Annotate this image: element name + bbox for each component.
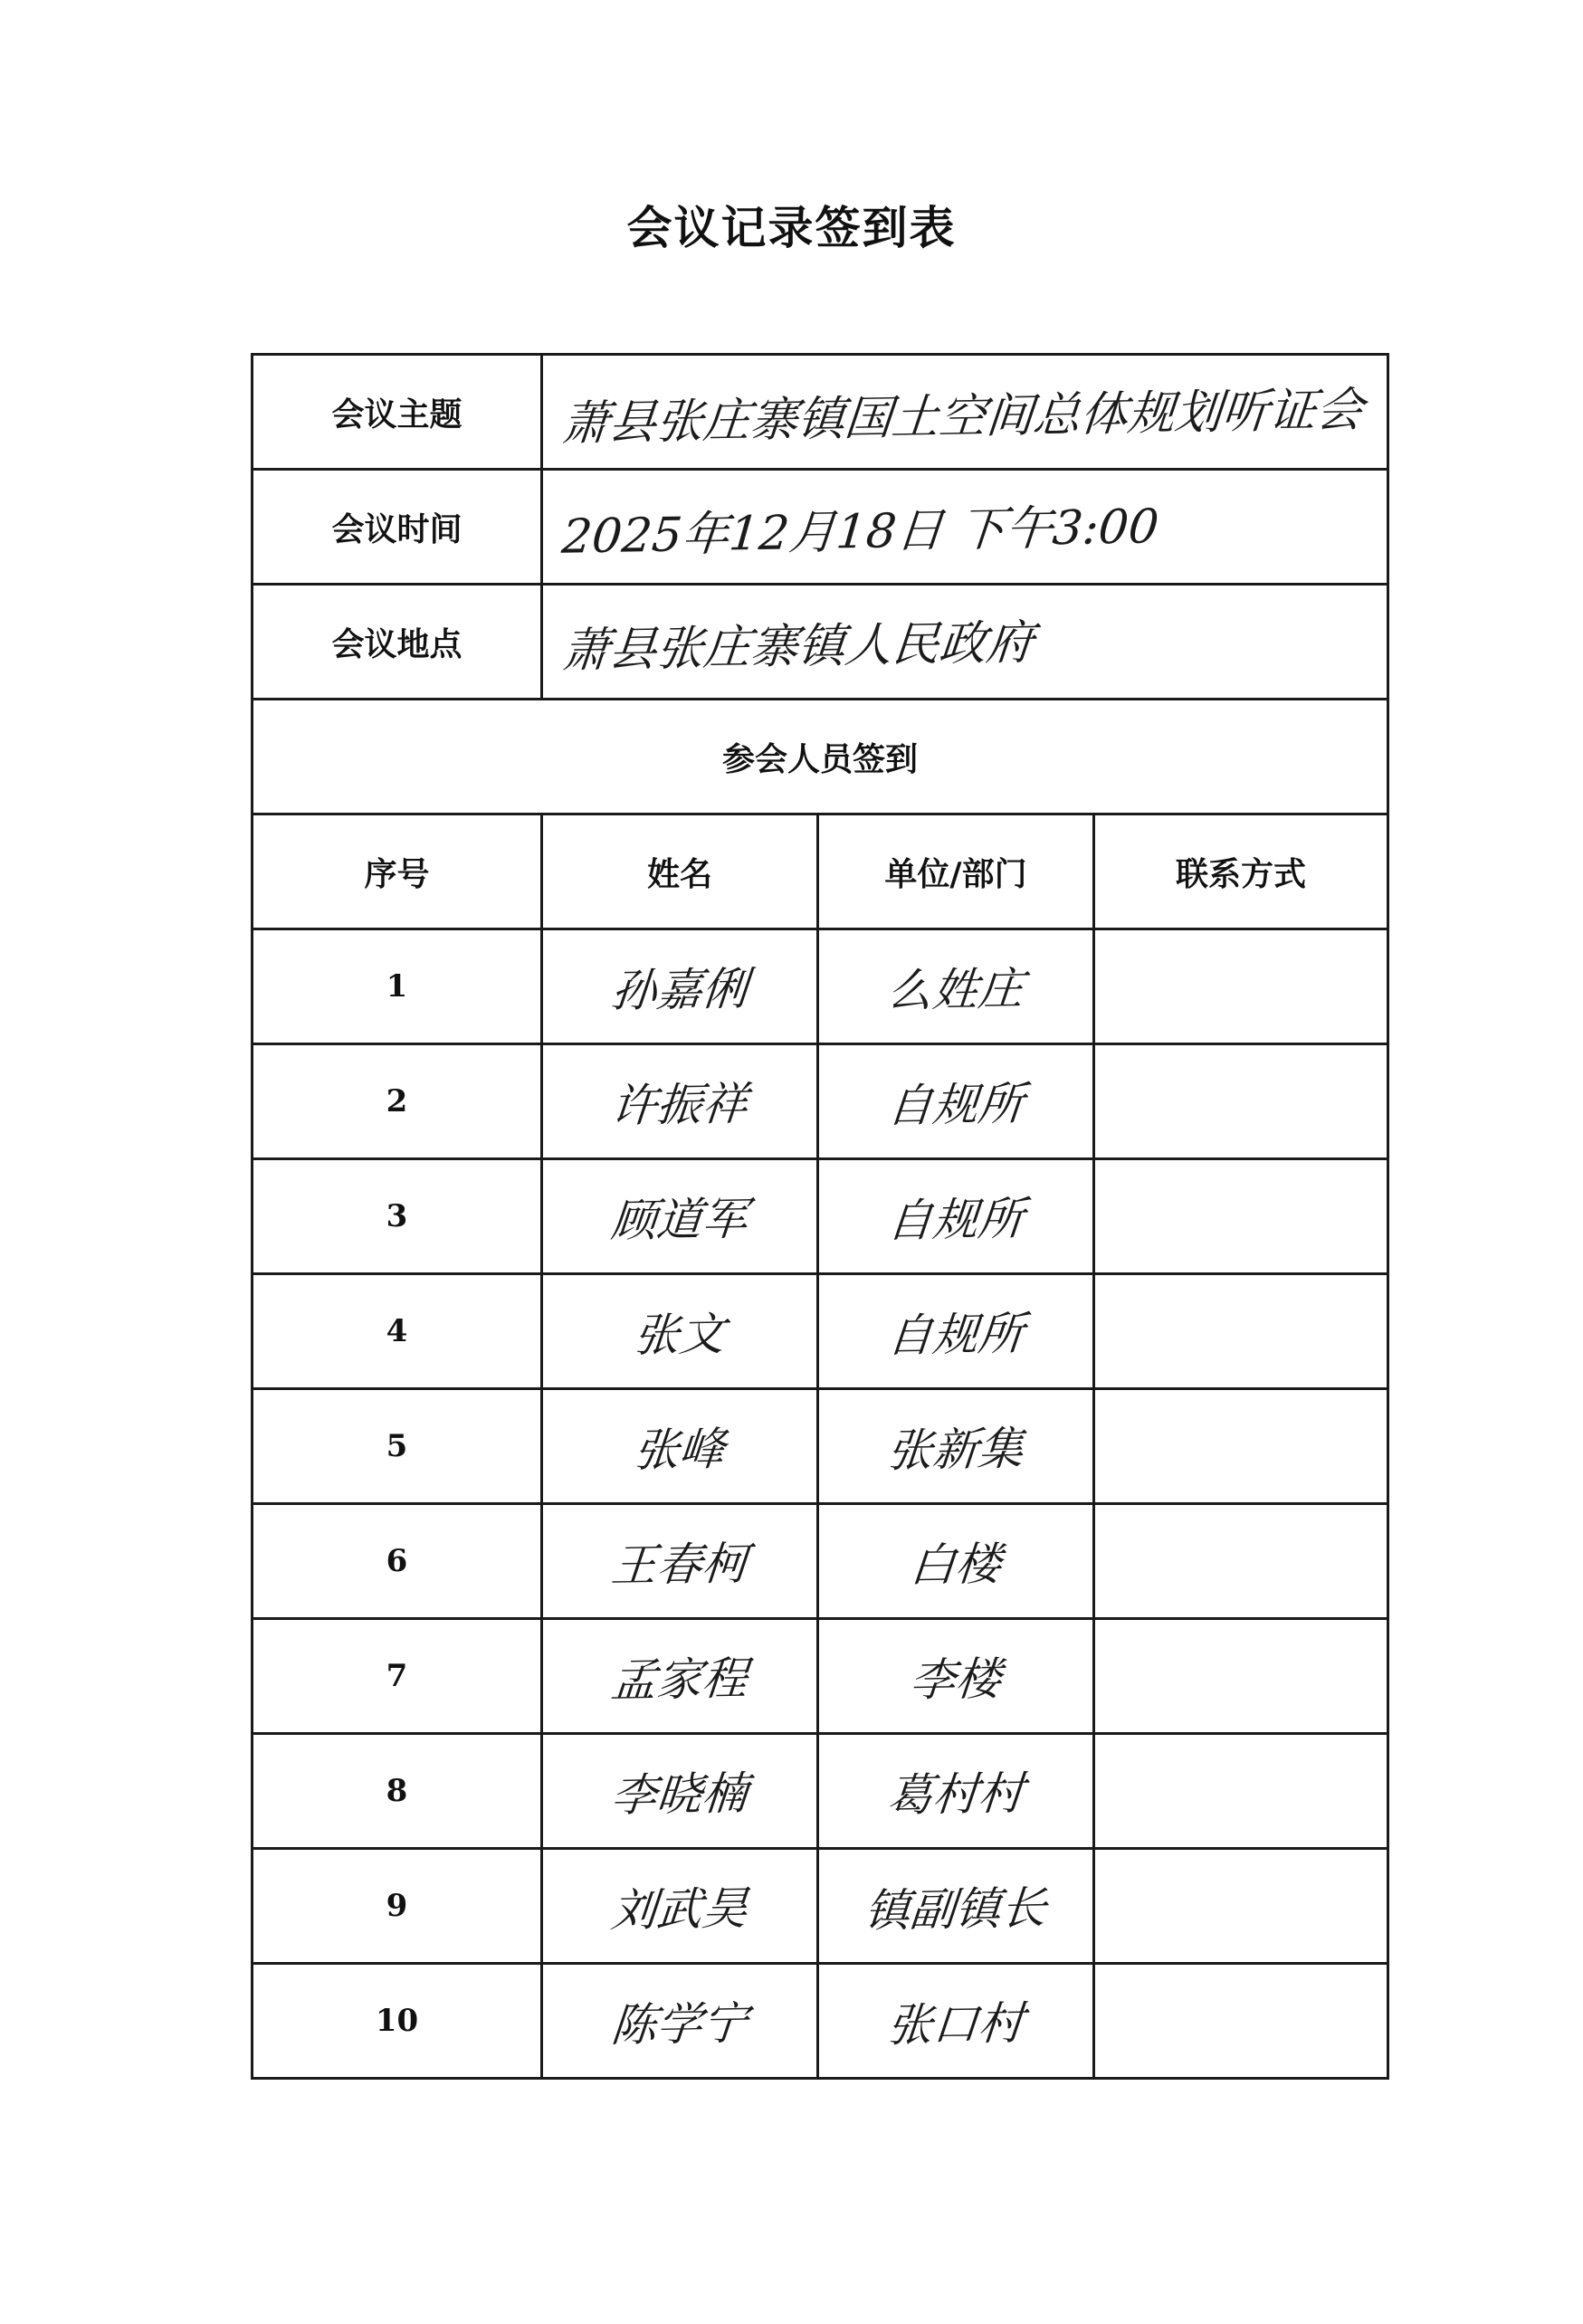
signature-name-text: 张文 xyxy=(632,1308,728,1362)
topic-row xyxy=(253,355,1388,470)
sign-in-table xyxy=(251,353,1389,2080)
table-row xyxy=(253,1274,1388,1389)
table-row xyxy=(253,1159,1388,1274)
table-row xyxy=(253,1964,1388,2079)
signature-unit-text: 张口村 xyxy=(884,1996,1026,2053)
place-value xyxy=(542,585,1388,700)
column-header-row xyxy=(253,814,1388,929)
signature-unit xyxy=(818,1734,1094,1849)
row-number: 5 xyxy=(253,1389,542,1504)
contact-cell xyxy=(1094,1734,1388,1849)
signature-name-text: 张峰 xyxy=(632,1423,728,1477)
signature-unit xyxy=(818,1964,1094,2079)
column-header-contact: 联系方式 xyxy=(1094,814,1388,929)
row-number: 3 xyxy=(253,1159,542,1274)
signature-unit xyxy=(818,1504,1094,1619)
attendance-header: 参会人员签到 xyxy=(253,700,1388,814)
signature-name-text: 王春柯 xyxy=(608,1537,750,1593)
signature-unit xyxy=(818,1159,1094,1274)
time-value xyxy=(542,470,1388,585)
signature-name xyxy=(542,1504,818,1619)
signature-name-text: 顾道军 xyxy=(608,1192,750,1248)
signature-name xyxy=(542,1619,818,1734)
table-row xyxy=(253,1849,1388,1964)
signature-name-text: 许振祥 xyxy=(608,1077,750,1133)
contact-cell xyxy=(1094,1504,1388,1619)
contact-cell xyxy=(1094,1274,1388,1389)
signature-unit-text: 自规所 xyxy=(884,1307,1026,1363)
contact-cell xyxy=(1094,1389,1388,1504)
signature-name-text: 刘武昊 xyxy=(608,1881,750,1938)
table-row xyxy=(253,1619,1388,1734)
place-label: 会议地点 xyxy=(253,585,542,700)
time-label: 会议时间 xyxy=(253,470,542,585)
table-row xyxy=(253,1734,1388,1849)
time-value-text: 2025年12月18日 下午3:00 xyxy=(559,499,1161,565)
signature-unit-text: 张新集 xyxy=(884,1422,1026,1478)
column-header-no: 序号 xyxy=(253,814,542,929)
signature-name xyxy=(542,1159,818,1274)
signature-name-text: 陈学宁 xyxy=(608,1996,750,2053)
time-row xyxy=(253,470,1388,585)
signature-name xyxy=(542,1389,818,1504)
row-number: 9 xyxy=(253,1849,542,1964)
signature-unit-text: 自规所 xyxy=(884,1192,1026,1248)
topic-label: 会议主题 xyxy=(253,355,542,470)
signature-unit-text: 镇副镇长 xyxy=(862,1881,1049,1938)
contact-cell xyxy=(1094,1849,1388,1964)
contact-cell xyxy=(1094,929,1388,1044)
table-row xyxy=(253,1504,1388,1619)
row-number: 10 xyxy=(253,1964,542,2079)
column-header-name: 姓名 xyxy=(542,814,818,929)
signature-unit xyxy=(818,1274,1094,1389)
signature-name xyxy=(542,1964,818,2079)
signature-name xyxy=(542,929,818,1044)
topic-value xyxy=(542,355,1388,470)
topic-value-text: 萧县张庄寨镇国土空间总体规划听证会 xyxy=(559,382,1366,452)
contact-cell xyxy=(1094,1044,1388,1159)
place-row xyxy=(253,585,1388,700)
table-row xyxy=(253,1389,1388,1504)
contact-cell xyxy=(1094,1159,1388,1274)
signature-name xyxy=(542,1734,818,1849)
row-number: 7 xyxy=(253,1619,542,1734)
page-title: 会议记录签到表 xyxy=(626,202,957,254)
signature-unit-text: 么姓庄 xyxy=(884,962,1026,1018)
place-value-text: 萧县张庄寨镇人民政府 xyxy=(559,614,1036,679)
row-number: 1 xyxy=(253,929,542,1044)
row-number: 2 xyxy=(253,1044,542,1159)
contact-cell xyxy=(1094,1619,1388,1734)
row-number: 8 xyxy=(253,1734,542,1849)
signature-unit xyxy=(818,929,1094,1044)
signature-unit xyxy=(818,1044,1094,1159)
column-header-unit: 单位/部门 xyxy=(818,814,1094,929)
signature-name-text: 孟家程 xyxy=(608,1652,750,1708)
signature-name xyxy=(542,1044,818,1159)
signature-unit-text: 葛村村 xyxy=(884,1767,1026,1823)
contact-cell xyxy=(1094,1964,1388,2079)
signature-unit-text: 自规所 xyxy=(884,1077,1026,1133)
table-row xyxy=(253,1044,1388,1159)
signature-name-text: 孙嘉俐 xyxy=(608,962,750,1018)
signature-unit-text: 白楼 xyxy=(908,1538,1004,1592)
signature-unit xyxy=(818,1389,1094,1504)
signature-name xyxy=(542,1849,818,1964)
signature-name xyxy=(542,1274,818,1389)
signature-name-text: 李晓楠 xyxy=(608,1767,750,1823)
signature-unit-text: 李楼 xyxy=(908,1653,1004,1707)
attendance-header-row xyxy=(253,700,1388,814)
row-number: 4 xyxy=(253,1274,542,1389)
table-row xyxy=(253,929,1388,1044)
signature-unit xyxy=(818,1619,1094,1734)
row-number: 6 xyxy=(253,1504,542,1619)
signature-unit xyxy=(818,1849,1094,1964)
